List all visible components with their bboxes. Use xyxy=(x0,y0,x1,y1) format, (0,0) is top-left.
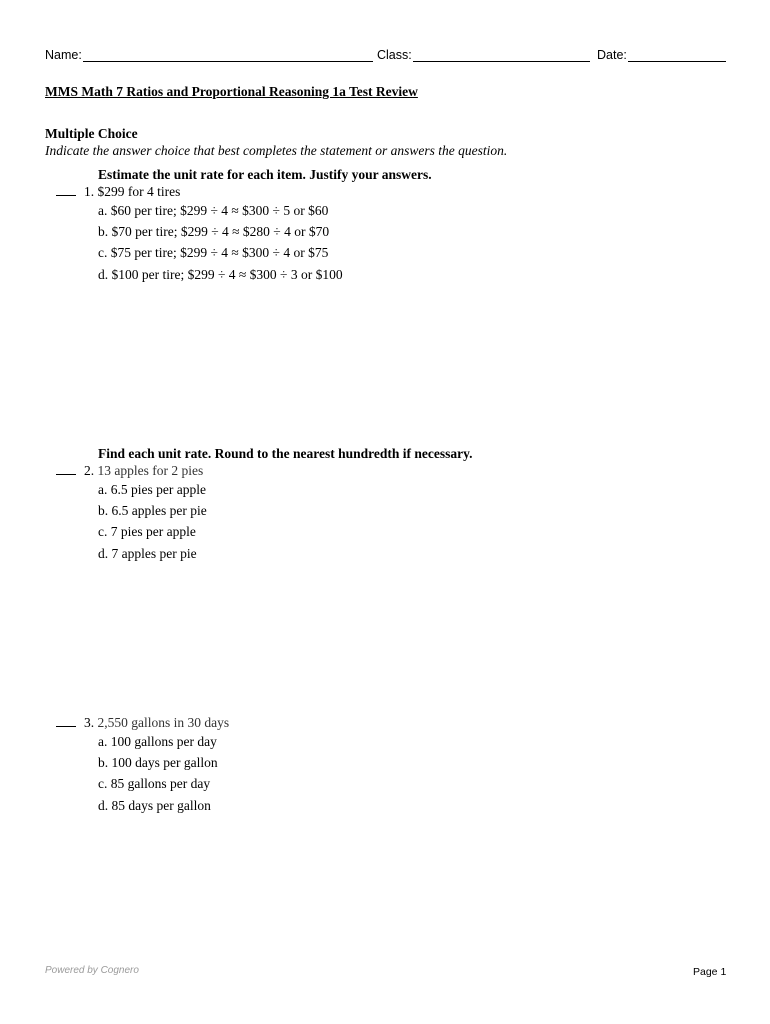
option-2c: c. 7 pies per apple xyxy=(98,524,196,539)
question-number: 1. xyxy=(84,184,95,199)
option-1d: d. $100 per tire; $299 ÷ 4 ≈ $300 ÷ 3 or $100 xyxy=(98,267,343,282)
option-3a: a. 100 gallons per day xyxy=(98,734,217,749)
date-field[interactable] xyxy=(597,47,726,62)
name-blank-line[interactable] xyxy=(83,47,373,62)
class-blank-line[interactable] xyxy=(413,47,590,62)
option-2d: d. 7 apples per pie xyxy=(98,546,197,561)
question-number: 2. xyxy=(84,463,95,478)
directions-estimate: Estimate the unit rate for each item. Justify your answers. xyxy=(98,167,432,182)
section-heading: Multiple Choice xyxy=(45,126,138,141)
answer-blank-1[interactable] xyxy=(56,183,76,196)
directions-unit-rate: Find each unit rate. Round to the nearest hundredth if necessary. xyxy=(98,446,473,461)
option-3c: c. 85 gallons per day xyxy=(98,776,211,791)
option-3d: d. 85 days per gallon xyxy=(98,798,211,813)
page-number: Page 1 xyxy=(693,966,727,978)
document-title: MMS Math 7 Ratios and Proportional Reasoning 1a Test Review xyxy=(45,84,418,99)
question-text: 2,550 gallons in 30 days xyxy=(97,715,230,730)
question-text: $299 for 4 tires xyxy=(97,184,181,199)
date-label: Date: xyxy=(597,48,627,62)
class-field[interactable] xyxy=(377,47,590,62)
name-label: Name: xyxy=(45,48,82,62)
question-2 xyxy=(56,462,203,479)
option-1a: a. $60 per tire; $299 ÷ 4 ≈ $300 ÷ 5 or $60 xyxy=(98,203,329,218)
question-1 xyxy=(56,183,180,200)
answer-blank-2[interactable] xyxy=(56,462,76,475)
name-field[interactable] xyxy=(45,47,373,62)
powered-by-cognero: Powered by Cognero xyxy=(45,965,139,976)
option-1b: b. $70 per tire; $299 ÷ 4 ≈ $280 ÷ 4 or $70 xyxy=(98,224,330,239)
question-3 xyxy=(56,714,229,731)
section-instructions: Indicate the answer choice that best completes the statement or answers the question. xyxy=(45,143,508,158)
class-label: Class: xyxy=(377,48,412,62)
option-1c: c. $75 per tire; $299 ÷ 4 ≈ $300 ÷ 4 or $75 xyxy=(98,245,329,260)
question-number: 3. xyxy=(84,715,95,730)
answer-blank-3[interactable] xyxy=(56,714,76,727)
date-blank-line[interactable] xyxy=(628,47,726,62)
option-2b: b. 6.5 apples per pie xyxy=(98,503,207,518)
option-2a: a. 6.5 pies per apple xyxy=(98,482,206,497)
option-3b: b. 100 days per gallon xyxy=(98,755,218,770)
question-text: 13 apples for 2 pies xyxy=(97,463,204,478)
